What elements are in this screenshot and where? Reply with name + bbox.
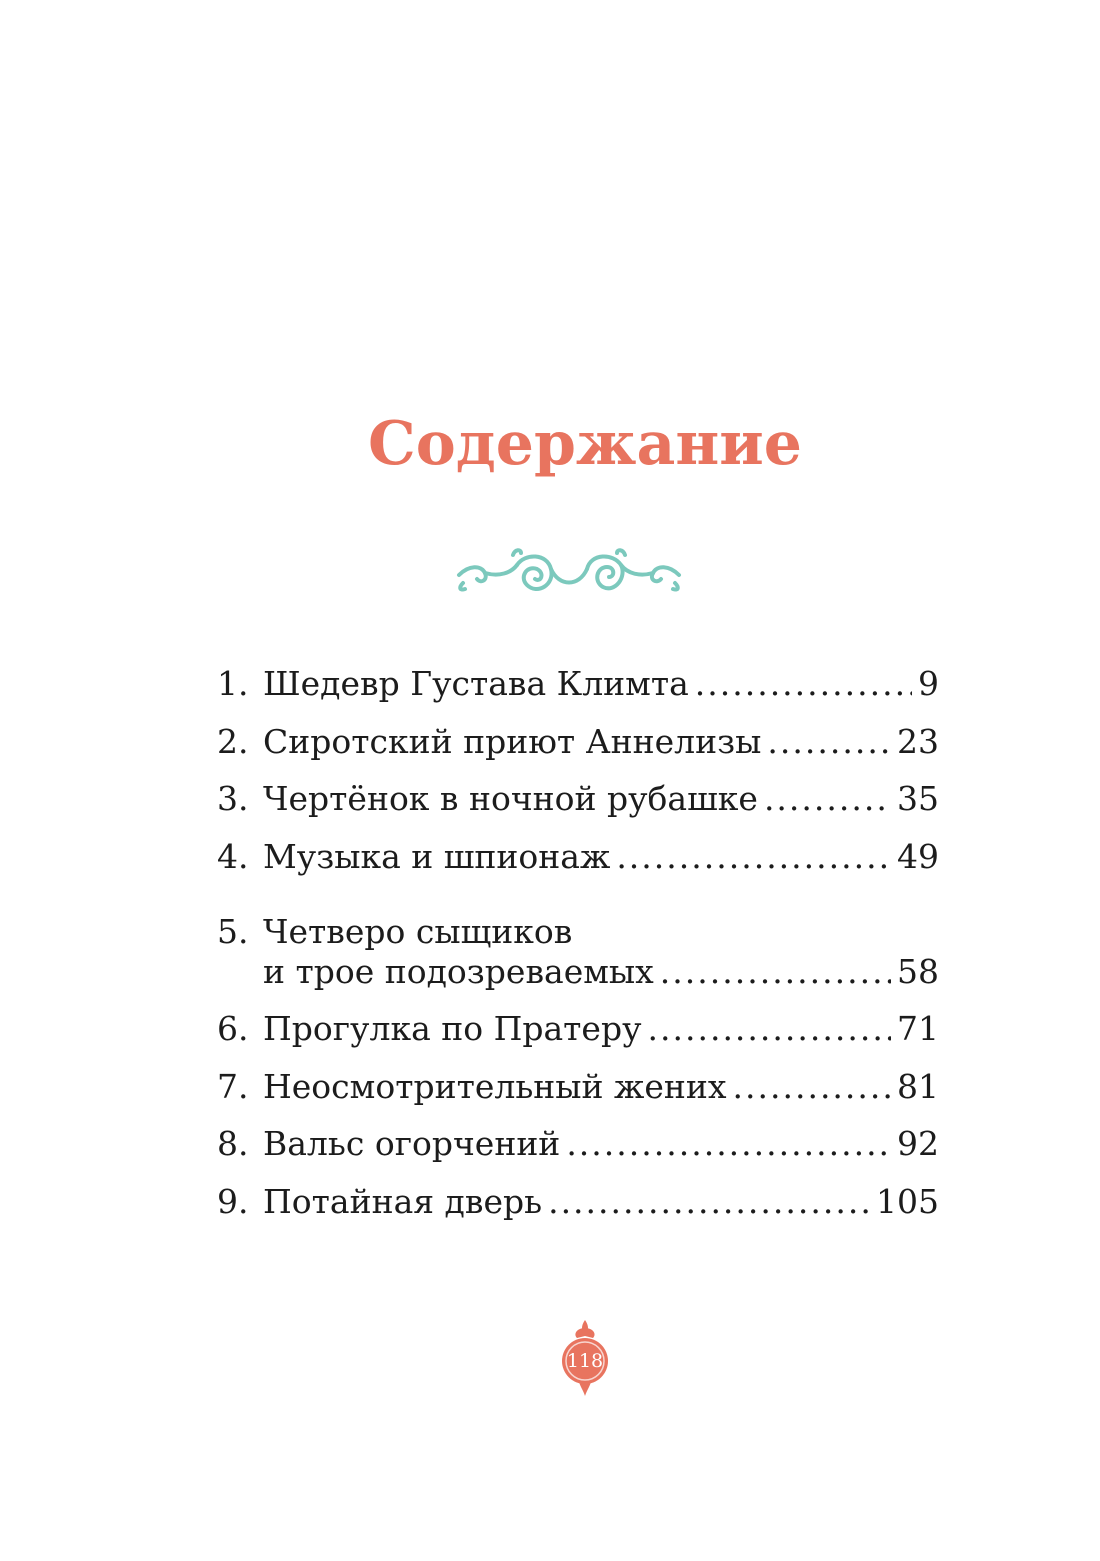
toc-leader-dots: [695, 655, 912, 713]
toc-entry: [217, 770, 939, 828]
toc-entry-page: 49: [897, 836, 939, 876]
toc-leader-dots: [648, 1000, 892, 1058]
toc-entry: [217, 828, 939, 886]
toc-leader-dots: [733, 1058, 891, 1116]
toc-entry-page: 35: [897, 779, 939, 818]
toc-leader-dots: [764, 770, 891, 828]
toc-entry-page: 105: [876, 1181, 939, 1221]
toc-leader-dots: [548, 1173, 870, 1231]
toc-entry-page: 58: [897, 951, 939, 991]
toc-entry: [217, 1115, 939, 1173]
toc-entry: [217, 713, 939, 771]
toc-entry: [217, 1058, 939, 1116]
toc-entry-page: 71: [897, 1009, 939, 1048]
page-number: 118: [566, 1350, 604, 1372]
table-of-contents: [217, 655, 939, 1230]
flourish-divider-icon: [455, 543, 683, 605]
toc-entry: [217, 885, 939, 951]
toc-entry-number: 6.: [217, 1009, 249, 1048]
toc-entry-number: 7.: [217, 1066, 249, 1106]
toc-entry: [217, 1173, 939, 1231]
toc-entry-continuation: [217, 943, 939, 1001]
toc-entry-title: Прогулка по Пратеру: [263, 1009, 642, 1048]
toc-entry-title: Чертёнок в ночной рубашке: [263, 779, 758, 818]
toc-entry-number: 5.: [217, 911, 249, 951]
toc-leader-dots: [578, 885, 933, 943]
toc-entry-title: Сиротский приют Аннелизы: [263, 721, 762, 761]
toc-entry-title: Шедевр Густава Климта: [263, 664, 689, 703]
toc-entry-number: 8.: [217, 1124, 249, 1163]
toc-entry-number: 3.: [217, 779, 249, 818]
toc-entry-title: Музыка и шпионаж: [263, 836, 611, 876]
toc-leader-dots: [616, 828, 891, 886]
toc-entry-number: 2.: [217, 721, 249, 761]
toc-leader-dots: [767, 713, 891, 771]
toc-entry-page: 9: [918, 664, 939, 703]
toc-entry-page: 92: [897, 1124, 939, 1163]
toc-entry-number: 1.: [217, 664, 249, 703]
toc-entry: [217, 655, 939, 713]
toc-entry-number: 4.: [217, 836, 249, 876]
toc-entry-title: Потайная дверь: [263, 1181, 543, 1221]
toc-leader-dots: [660, 943, 891, 1001]
toc-entry-title: и трое подозреваемых: [263, 951, 654, 991]
toc-entry-number: 9.: [217, 1181, 249, 1221]
toc-entry-title: Неосмотрительный жених: [263, 1066, 727, 1106]
toc-entry-page: 81: [897, 1066, 939, 1106]
toc-entry: [217, 1000, 939, 1058]
toc-entry-title: Вальс огорчений: [263, 1124, 561, 1163]
page-title: Содержание: [368, 409, 802, 479]
toc-leader-dots: [566, 1115, 891, 1173]
toc-entry-title: Четверо сыщиков: [263, 911, 573, 951]
toc-entry-page: 23: [897, 721, 939, 761]
